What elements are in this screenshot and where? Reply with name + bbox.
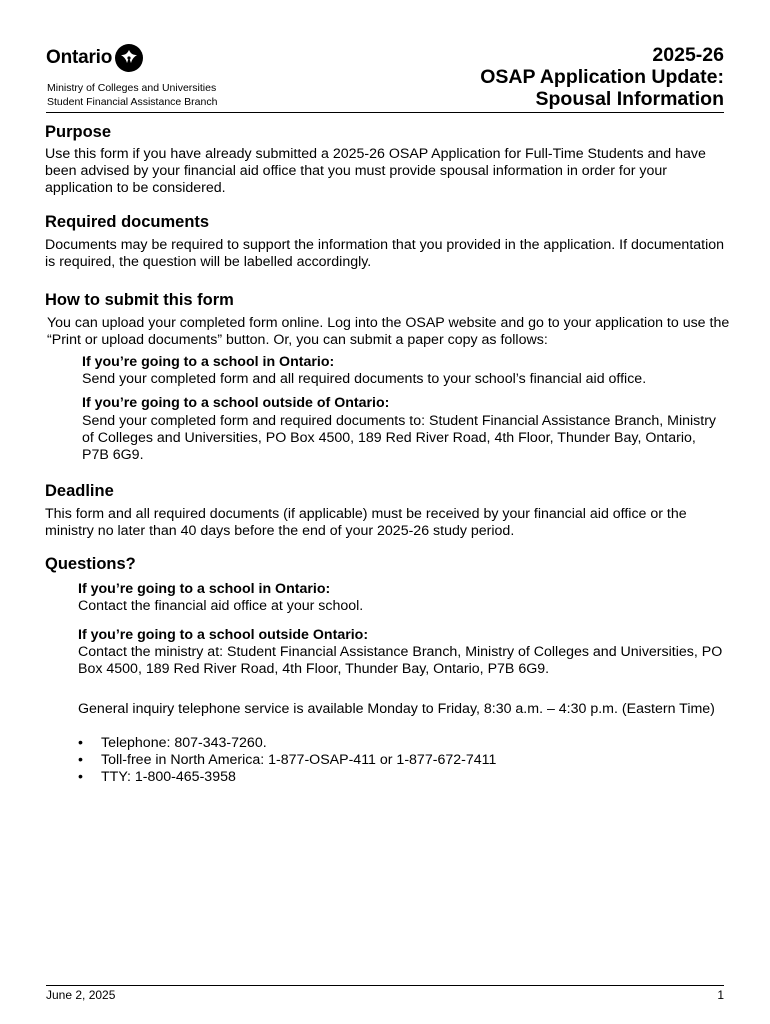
header-divider <box>46 112 724 113</box>
how-to-submit-intro: You can upload your completed form online. Log into the OSAP website and go to your application to use the “Print or upload documents” button. Or, you can submit a paper copy as follows: <box>47 315 730 348</box>
logo-wordmark: Ontario <box>46 47 113 68</box>
how-to-submit-heading: How to submit this form <box>45 291 234 309</box>
footer-date: June 2, 2025 <box>46 988 116 1002</box>
questions-ontario-label: If you’re going to a school in Ontario: <box>78 581 331 597</box>
title-year: 2025-26 <box>652 44 724 66</box>
title-form-name: OSAP Application Update: <box>480 66 724 88</box>
list-item <box>78 769 236 786</box>
deadline-text: This form and all required documents (if applicable) must be received by your financial aid office or the ministry no later than 40 days before the end of your 2025-26 study period. <box>45 506 687 539</box>
submit-outside-text: Send your completed form and required documents to: Student Financial Assistance Branch, Ministry of Colleges and Universities, PO Box 4500, 189 Red River Road, 4th Floor, Thunder Bay, Ontario, P7B 6G9. <box>82 413 717 463</box>
page-title <box>480 44 724 110</box>
required-documents-heading: Required documents <box>45 213 210 231</box>
bullet-icon: • <box>78 735 83 751</box>
branch-name: Student Financial Assistance Branch <box>47 96 218 108</box>
purpose-heading: Purpose <box>45 123 112 141</box>
bullet-icon: • <box>78 752 83 768</box>
tty-text: TTY: 1-800-465-3958 <box>101 769 236 785</box>
telephone-text: Telephone: 807-343-7260. <box>101 735 267 751</box>
general-inquiry-text: General inquiry telephone service is available Monday to Friday, 8:30 a.m. – 4:30 p.m. (Eastern Time) <box>78 701 715 717</box>
questions-outside-label: If you’re going to a school outside Ontario: <box>78 627 369 643</box>
title-subject: Spousal Information <box>535 88 724 110</box>
submit-ontario-label: If you’re going to a school in Ontario: <box>82 354 335 370</box>
submit-outside-label: If you’re going to a school outside of Ontario: <box>82 395 390 411</box>
deadline-heading: Deadline <box>45 482 114 500</box>
purpose-text: Use this form if you have already submitted a 2025-26 OSAP Application for Full-Time Students and have been advised by your financial aid office that you must provide spousal information in order for your application to be considered. <box>45 146 706 196</box>
questions-ontario-text: Contact the financial aid office at your school. <box>78 598 364 614</box>
trillium-icon <box>115 44 143 72</box>
bullet-icon: • <box>78 769 83 785</box>
questions-heading: Questions? <box>45 555 136 573</box>
ministry-block <box>47 81 217 109</box>
list-item <box>78 735 267 752</box>
submit-ontario-text: Send your completed form and all required documents to your school’s financial aid office. <box>82 371 647 387</box>
page-number: 1 <box>717 988 724 1002</box>
toll-free-text: Toll-free in North America: 1-877-OSAP-411 or 1-877-672-7411 <box>101 752 497 768</box>
ministry-name: Ministry of Colleges and Universities <box>47 82 217 94</box>
ontario-logo <box>46 44 143 72</box>
required-documents-text: Documents may be required to support the information that you provided in the application. If documentation is required, the question will be labelled accordingly. <box>45 237 725 270</box>
footer-divider <box>46 985 724 986</box>
list-item <box>78 752 496 769</box>
questions-outside-text: Contact the ministry at: Student Financial Assistance Branch, Ministry of Colleges and Universities, PO Box 4500, 189 Red River Road, 4th Floor, Thunder Bay, Ontario, P7B 6G9. <box>78 644 723 677</box>
